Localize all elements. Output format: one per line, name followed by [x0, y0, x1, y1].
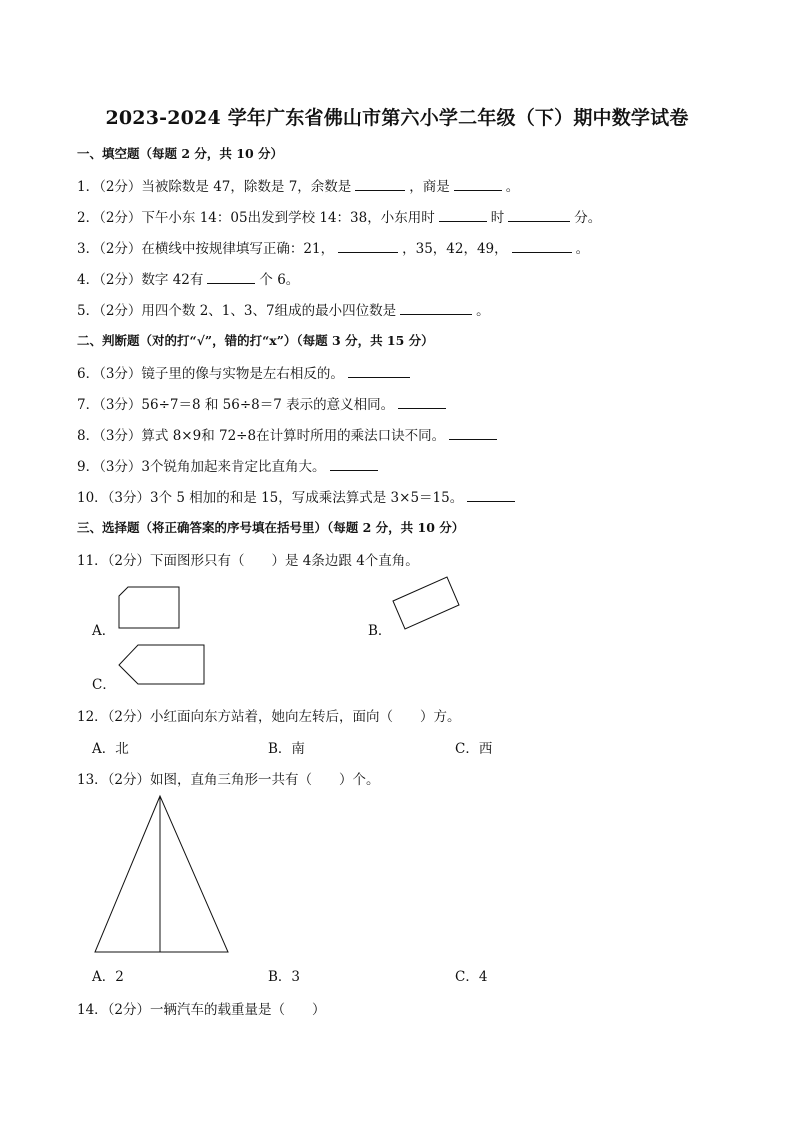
- q11-shape-c: [118, 644, 206, 686]
- question-10: [77, 486, 519, 506]
- q3-blank-1[interactable]: [338, 240, 398, 253]
- q1-text-b: ，商是: [409, 179, 450, 195]
- q7-blank[interactable]: [398, 396, 446, 409]
- section-fill-heading: 一、填空题（每题 2 分，共 10 分）: [77, 146, 284, 161]
- question-2: [77, 206, 601, 226]
- q6-blank[interactable]: [348, 365, 410, 378]
- question-11: 11．（2分）下面图形只有（ ）是 4条边跟 4个直角。: [77, 553, 419, 569]
- q11-option-c[interactable]: C．: [92, 677, 116, 693]
- q5-text-a: 5．（2分）用四个数 2、1、3、7组成的最小四位数是: [77, 303, 397, 319]
- q10-text: 10．（3分）3个 5 相加的和是 15，写成乘法算式是 3×5＝15。: [77, 490, 464, 506]
- q1-text-a: 1．（2分）当被除数是 47，除数是 7，余数是: [77, 179, 352, 195]
- q9-text: 9．（3分）3个锐角加起来肯定比直角大。: [77, 459, 326, 475]
- q1-blank-2[interactable]: [454, 178, 502, 191]
- page-title: 2023-2024 学年广东省佛山市第六小学二年级（下）期中数学试卷: [105, 107, 689, 129]
- q8-text: 8．（3分）算式 8×9和 72÷8在计算时所用的乘法口诀不同。: [77, 428, 446, 444]
- q3-text-a: 3．（2分）在横线中按规律填写正确：21，: [77, 241, 335, 257]
- q4-text-b: 个 6。: [259, 272, 300, 288]
- question-9: [77, 455, 382, 475]
- question-8: [77, 424, 501, 444]
- question-12: 12．（2分）小红面向东方站着，她向左转后，面向（ ）方。: [77, 709, 461, 725]
- question-13: 13．（2分）如图，直角三角形一共有（ ）个。: [77, 772, 380, 788]
- section-judge-heading: 二、判断题（对的打“√”，错的打“x”）（每题 3 分，共 15 分）: [77, 333, 434, 348]
- question-4: [77, 268, 299, 288]
- q11-shape-b: [392, 575, 462, 631]
- q2-text-c: 分。: [574, 210, 602, 226]
- q6-text: 6．（3分）镜子里的像与实物是左右相反的。: [77, 366, 344, 382]
- q5-blank-1[interactable]: [400, 302, 472, 315]
- q4-blank-1[interactable]: [207, 271, 255, 284]
- question-1: [77, 175, 519, 195]
- q2-text-a: 2．（2分）下午小东 14：05出发到学校 14：38，小东用时: [77, 210, 435, 226]
- q10-blank[interactable]: [467, 489, 515, 502]
- q12-option-a[interactable]: A．北: [92, 741, 129, 757]
- q13-option-b[interactable]: B．3: [268, 969, 301, 985]
- q1-blank-1[interactable]: [355, 178, 405, 191]
- q12-option-b[interactable]: B．南: [268, 741, 305, 757]
- q13-option-c[interactable]: C．4: [455, 969, 488, 985]
- question-7: [77, 393, 450, 413]
- question-5: [77, 299, 490, 319]
- q12-option-c[interactable]: C．西: [455, 741, 493, 757]
- question-3: [77, 237, 589, 257]
- q3-blank-2[interactable]: [512, 240, 572, 253]
- q1-text-c: 。: [505, 179, 520, 195]
- q7-text: 7．（3分）56÷7＝8 和 56÷8＝7 表示的意义相同。: [77, 397, 395, 413]
- q9-blank[interactable]: [330, 458, 378, 471]
- q3-text-c: 。: [575, 241, 590, 257]
- q4-text-a: 4．（2分）数字 42有: [77, 272, 204, 288]
- question-6: [77, 362, 414, 382]
- q11-option-b[interactable]: B．: [368, 623, 392, 639]
- q2-blank-1[interactable]: [439, 209, 487, 222]
- q11-shape-a: [118, 585, 180, 629]
- q11-option-a[interactable]: A．: [92, 623, 116, 639]
- q5-text-b: 。: [476, 303, 490, 319]
- section-choice-heading: 三、选择题（将正确答案的序号填在括号里）（每题 2 分，共 10 分）: [77, 520, 465, 535]
- q2-text-b: 时: [490, 210, 505, 226]
- question-14: 14．（2分）一辆汽车的载重量是（ ）: [77, 1002, 326, 1018]
- q13-triangle-figure: [94, 795, 230, 955]
- q3-text-b: ，35，42，49，: [402, 241, 508, 257]
- q8-blank[interactable]: [449, 427, 497, 440]
- q13-option-a[interactable]: A．2: [92, 969, 124, 985]
- q2-blank-2[interactable]: [508, 209, 570, 222]
